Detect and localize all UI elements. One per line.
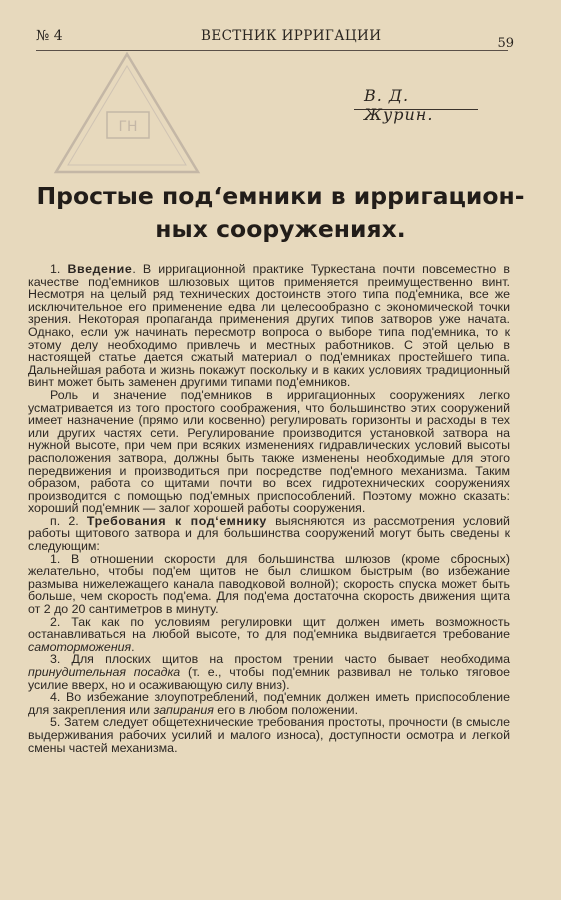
section-heading: Введение — [67, 262, 133, 276]
emphasis: самоторможения — [28, 639, 132, 654]
triangle-stamp-icon — [52, 50, 202, 180]
paragraph-text: выясняются из рассмотрения условий работы щитового затвора и для большинства сооружений могут быть сведены к следующим: — [28, 513, 510, 554]
stamp-mark: ГН — [118, 119, 138, 135]
article-body — [28, 263, 510, 754]
author-line — [354, 83, 478, 124]
requirement-item-2: 2. Так как по условиям регулировки щит должен иметь возможность останавливаться на любой высоте, то для под'емника выдвигается требование самоторможения. — [28, 614, 510, 654]
requirement-item-1: 1. В отношении скорости для большинства шлюзов (кроме сбросных) желательно, чтобы под'ем щитов не был слишком быстрым (во избежание размыва нижележащего канала паводковой волной); скорость спуска может быть больше, чем скорость под'ема. Для под'ема достаточна скорость движения щита от 2 до 20 сантиметров в минуту. — [28, 551, 510, 617]
paragraph-text: . В ирригационной практике Туркестана почти повсеместно в качестве под'емников шлюзовых щитов применяется преимущественно винт. Несмотря на целый ряд технических достоинств этого типа под'емника, все же исключительное его применение едва ли целесообразно с экономической точки зрения. Некоторая пропаганда применения других типов затворов уже начата. Однако, если уж начинать пересмотр вопроса о выборе типа под'емника, то к этому делу необходимо привлечь и местных работников. С этой целью в настоящей статье дается сжатый материал о под'емниках простейшего типа. Дальнейшая работа и жизнь покажут поскольку и в каких условиях традиционный винт может быть заменен другими типами под'емников. — [28, 262, 510, 390]
journal-title: ВЕСТНИК ИРРИГАЦИИ — [201, 28, 382, 44]
emphasis: запирания — [153, 702, 214, 717]
paragraph-requirements — [28, 515, 510, 553]
section-number: 1. — [50, 262, 61, 276]
page-number: 59 — [497, 36, 514, 51]
issue-number: № 4 — [36, 28, 63, 44]
article-title — [10, 180, 551, 246]
title-line-2: ных сооружениях. — [155, 215, 406, 243]
emphasis: принудительная посадка — [28, 665, 181, 679]
section-number: п. 2. — [50, 513, 79, 528]
requirement-item-5: 5. Затем следует общетехнические требования простоты, прочности (в смысле выдерживания рабочих усилий и малого износа), доступности осмотра и легкой смены частей механизма. — [28, 715, 510, 755]
requirement-item-4: 4. Во избежание злоупотреблений, под'емник должен иметь приспособление для закрепления или запирания его в любом положении. — [28, 690, 510, 717]
section-heading: Требования к под‘емнику — [86, 513, 267, 528]
requirement-item-3: 3. Для плоских щитов на простом трении часто бывает необходима принудительная посадка (т. е., чтобы под'емник развивал не только тяговое усилие вверх, но и осаживающую силу вниз). — [28, 652, 510, 692]
title-line-1: Простые под‘емники в ирригацион- — [36, 182, 525, 210]
running-header — [36, 26, 514, 51]
paragraph-introduction — [28, 263, 510, 389]
triangle-stamp — [52, 50, 202, 180]
paragraph-role: Роль и значение под'емников в ирригационных сооружениях легко усматривается из того простого соображения, что большинство этих сооружений имеет назначение (прямо или косвенно) регулировать горизонты и расходы в тех или других частях сети. Регулирование производится установкой затвора на нужной высоте, при чем при всяких изменениях гидравлических условий высоты расположения затвора, должны быть также изменены необходимые для этого передвижения и производиться при посредстве под'емного механизма. Таким образом, работа со щитами почти во всех гидротехнических сооружениях производится с помощью под'емных приспособлений. Поэтому можно сказать: хороший под'емник — залог хорошей работы сооружения. — [28, 387, 510, 516]
author-name: В. Д. Журин. — [364, 86, 434, 124]
